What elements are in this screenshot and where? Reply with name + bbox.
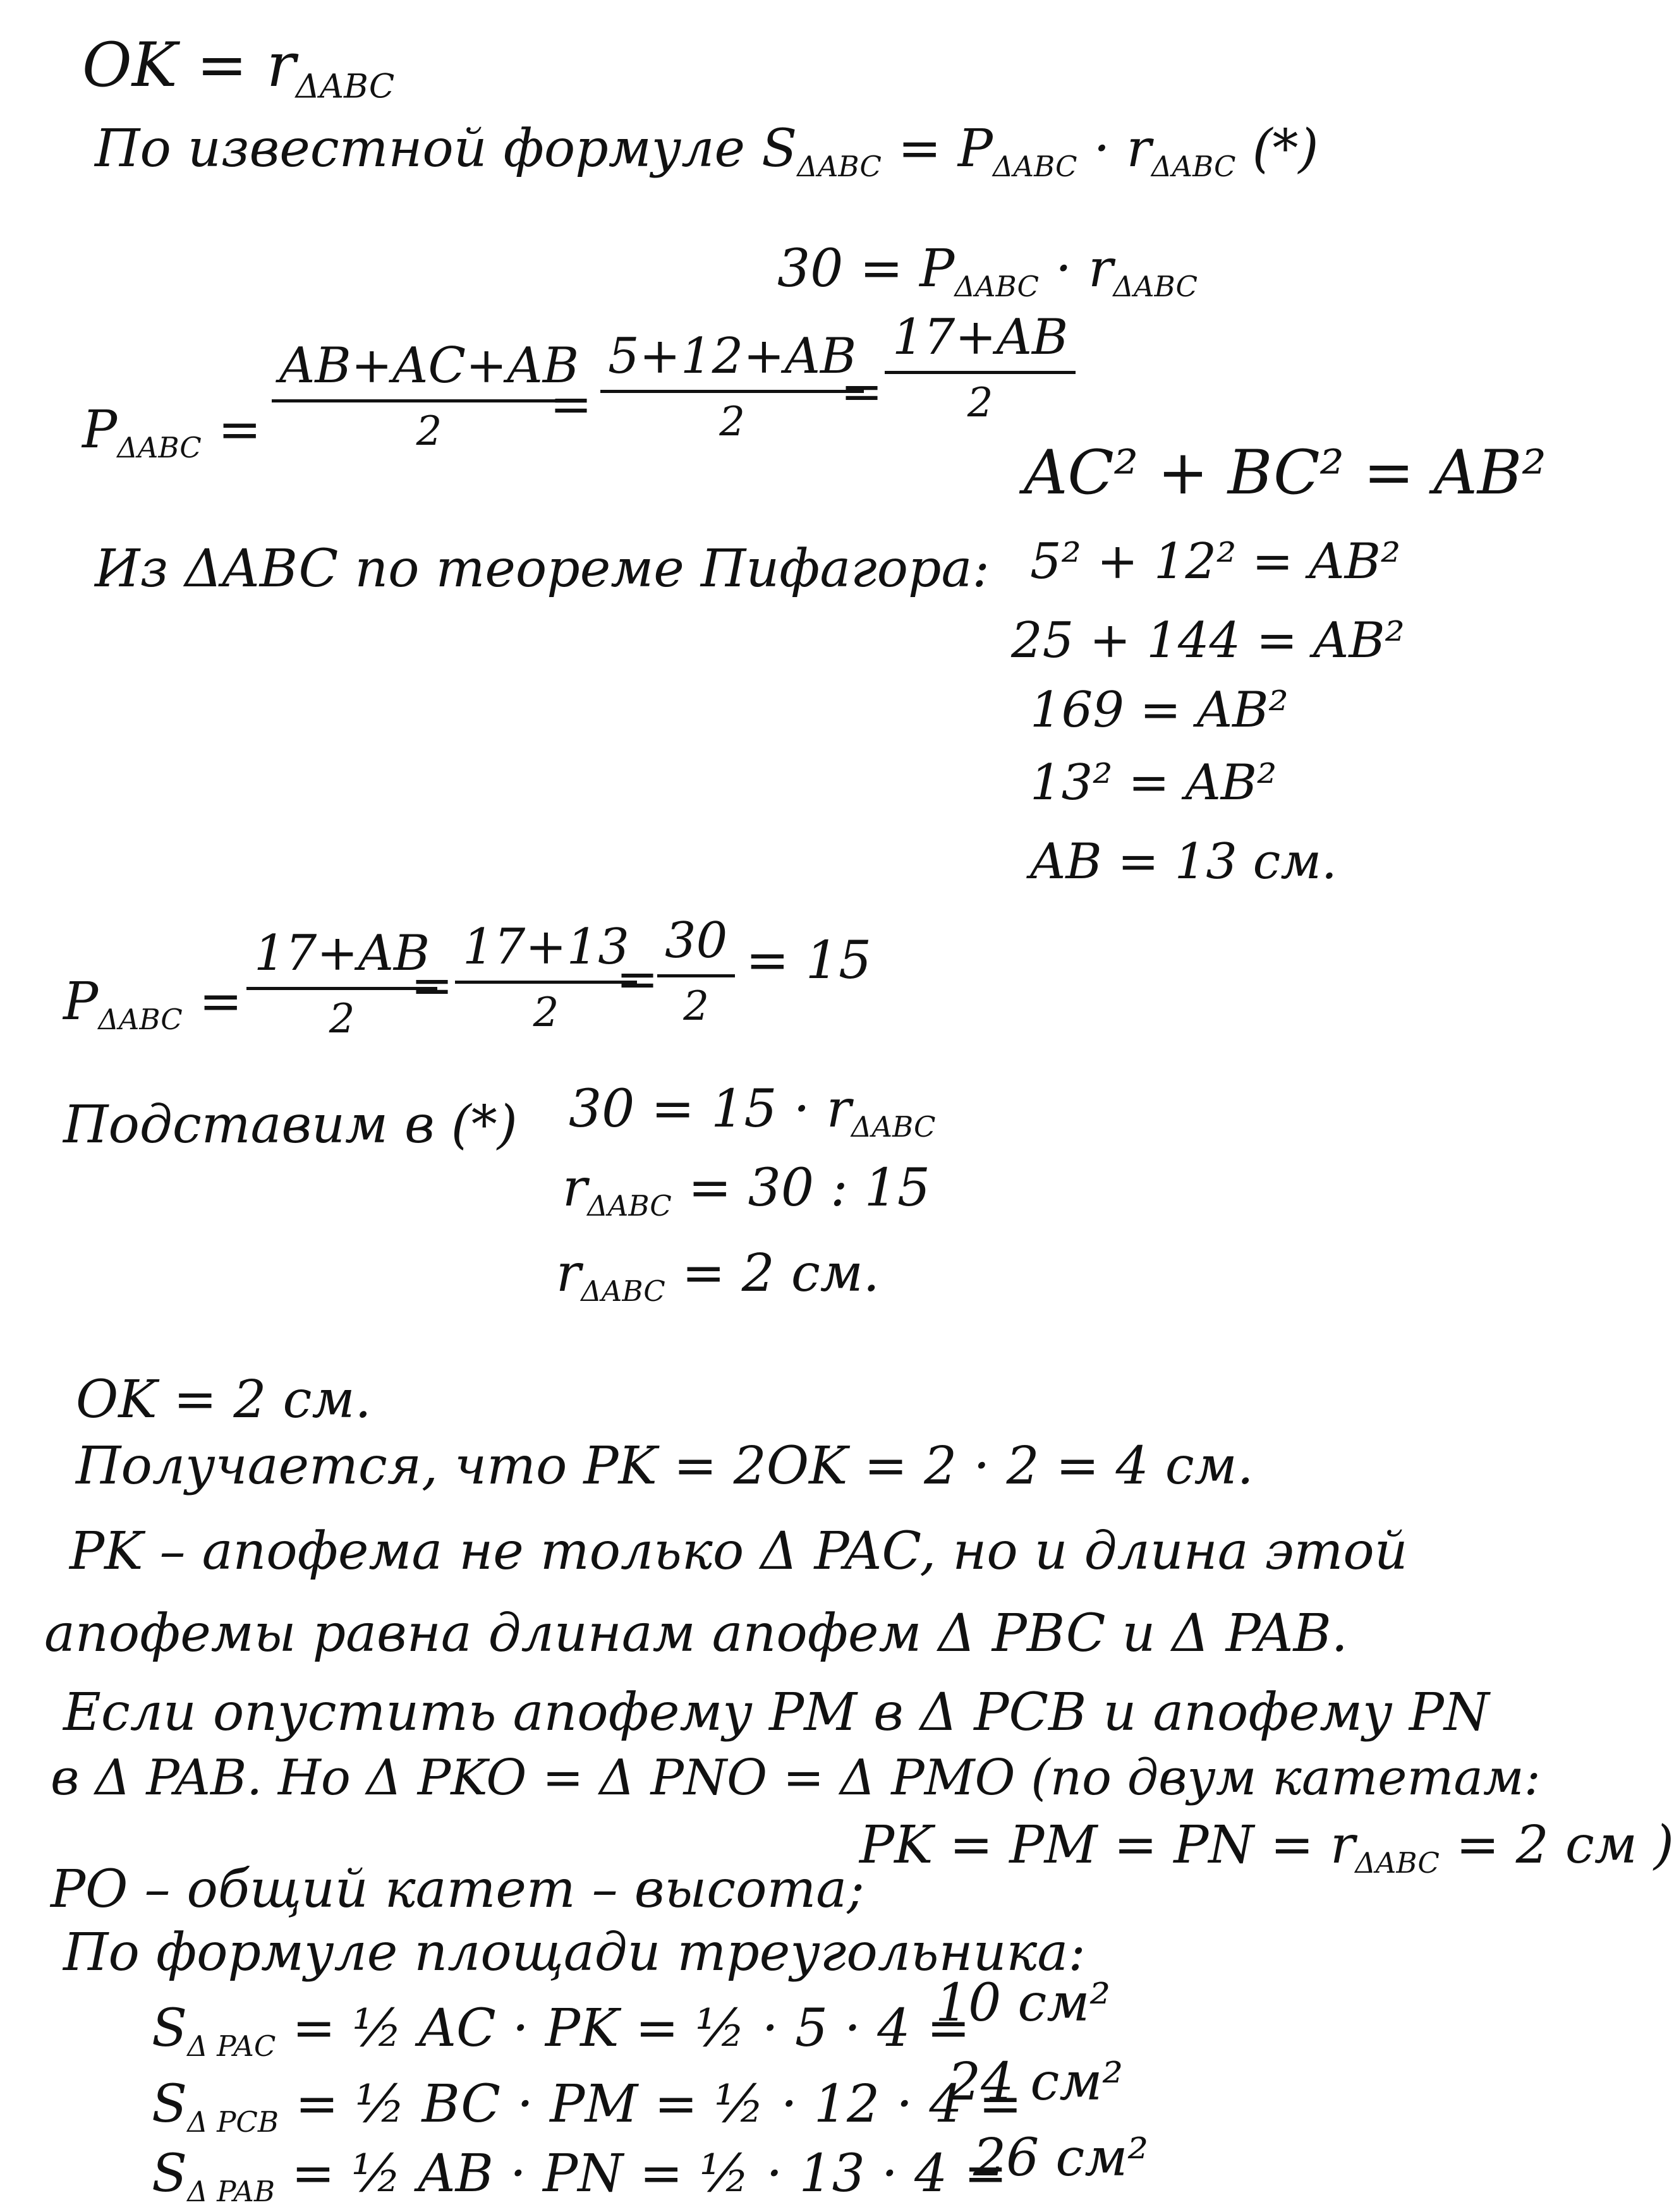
fraction-1	[272, 337, 586, 455]
subscript: Δ PCB	[187, 2105, 279, 2139]
text: P	[82, 400, 118, 460]
text: 169 = AB²	[1030, 682, 1289, 739]
text: (*)	[1235, 119, 1319, 179]
text: = ½ AB · PN = ½ · 13 · 4 =	[275, 2144, 1007, 2204]
subscript: Δ PAC	[187, 2029, 276, 2063]
equals-sign: =	[182, 972, 243, 1032]
fraction-6	[657, 912, 735, 1030]
semiperimeter-lhs	[82, 400, 262, 464]
line-pythagoras-text	[95, 539, 990, 599]
line-apothem-2	[44, 1604, 1348, 1664]
text: в Δ PAB. Но Δ PKO = Δ PNO = Δ PMO (по двум катетам:	[51, 1750, 1541, 1806]
subscript: ΔABC	[1151, 149, 1236, 183]
denominator: 2	[329, 996, 355, 1043]
line-triangles-equal	[51, 1750, 1541, 1806]
text: AC² + BC² = AB²	[1024, 437, 1546, 508]
equals-sign: =	[411, 956, 454, 1015]
line-po	[51, 1859, 864, 1919]
numerator: 30	[657, 916, 735, 977]
line-r-result	[556, 1243, 880, 1308]
numerator: AB+AC+AB	[272, 341, 586, 402]
text: · r	[1077, 119, 1151, 179]
text: 13² = AB²	[1030, 754, 1277, 811]
text: Из ΔABC по теореме Пифагора:	[95, 539, 990, 599]
text: = 30 : 15	[671, 1158, 931, 1218]
line-pythagoras-eq	[1024, 437, 1546, 508]
line-apothem-1	[70, 1521, 1408, 1581]
text: По формуле площади треугольника:	[63, 1923, 1086, 1983]
line-area-pac	[152, 1998, 971, 2063]
line-area-formula	[95, 119, 1319, 183]
step-3	[1030, 682, 1289, 739]
text: 25 + 144 = AB²	[1011, 612, 1405, 669]
text: = 15	[746, 931, 872, 991]
step-2	[1011, 612, 1405, 669]
subscript: ΔABC	[295, 67, 395, 106]
equals-sign: =	[201, 400, 262, 460]
equals-sign: =	[550, 375, 593, 433]
text: S	[152, 1998, 188, 2058]
text: PK – апофема не только Δ PAC, но и длина этой	[70, 1521, 1408, 1581]
text: 10 см²	[935, 1973, 1111, 2033]
area-pac-result	[935, 1973, 1111, 2033]
text: AB = 13 см.	[1030, 833, 1337, 890]
step-5	[1030, 833, 1337, 890]
area-pcb-result	[948, 2052, 1124, 2112]
subscript: ΔABC	[797, 149, 882, 183]
text: S	[152, 2144, 188, 2204]
text: Если опустить апофему PM в Δ PCB и апофему PN	[63, 1683, 1489, 1743]
text: 30 = P	[777, 239, 955, 299]
subscript: ΔABC	[851, 1109, 936, 1144]
fraction-4	[246, 925, 437, 1043]
text: Подставим в (*)	[63, 1095, 518, 1155]
text: = 2 см )	[1439, 1815, 1674, 1875]
text: 5² + 12² = AB²	[1030, 533, 1401, 590]
denominator: 2	[719, 399, 745, 445]
line-pk-pm-pn	[859, 1815, 1674, 1880]
line-r-division	[562, 1158, 931, 1223]
step-1	[1030, 533, 1401, 590]
fraction-5	[455, 919, 637, 1036]
step-4	[1030, 754, 1277, 811]
denominator: 2	[967, 380, 993, 426]
fraction-2	[600, 328, 864, 445]
text: = P	[881, 119, 993, 179]
subscript: ΔABC	[581, 1274, 665, 1308]
line-pk	[76, 1436, 1254, 1496]
semiperimeter-value-lhs	[63, 972, 243, 1036]
fraction-3	[885, 309, 1076, 426]
line-30-equals	[777, 239, 1198, 303]
text: 30 = 15 · r	[569, 1079, 851, 1139]
text: = 2 см.	[665, 1243, 880, 1303]
text: OK = 2 см.	[76, 1370, 372, 1430]
subscript: ΔABC	[1113, 269, 1198, 303]
text: PO – общий катет – высота;	[51, 1859, 864, 1919]
line-ok-r	[82, 30, 395, 106]
subscript: ΔABC	[1355, 1846, 1440, 1880]
subscript: ΔABC	[98, 1002, 183, 1036]
denominator: 2	[533, 989, 559, 1036]
numerator: 17+13	[455, 922, 637, 984]
denominator: 2	[683, 983, 709, 1030]
subscript: ΔABC	[992, 149, 1077, 183]
text: Получается, что PK = 2OK = 2 · 2 = 4 см.	[76, 1436, 1254, 1496]
numerator: 5+12+AB	[600, 332, 864, 393]
numerator: 17+AB	[885, 313, 1076, 374]
text: · r	[1038, 239, 1113, 299]
equals-sign: =	[840, 362, 883, 421]
text: апофемы равна длинам апофем Δ PBC и Δ PAB.	[44, 1604, 1348, 1664]
line-area-pcb	[152, 2074, 1022, 2139]
line-apothem-3	[63, 1683, 1489, 1743]
text: = ½ AC · PK = ½ · 5 · 4 =	[276, 1998, 971, 2058]
text: S	[152, 2074, 188, 2134]
line-substitute-eq	[569, 1079, 936, 1144]
subscript: ΔABC	[117, 430, 202, 464]
numerator: 17+AB	[246, 929, 437, 990]
text: = ½ BC · PM = ½ · 12 · 4 =	[279, 2074, 1022, 2134]
line-area-by-formula	[63, 1923, 1086, 1983]
text: P	[63, 972, 99, 1032]
area-pab-result	[973, 2128, 1149, 2188]
line-ok-result	[76, 1370, 372, 1430]
text: r	[562, 1158, 588, 1218]
subscript: Δ PAB	[187, 2174, 275, 2208]
denominator: 2	[416, 408, 442, 455]
text: По известной формуле S	[95, 119, 798, 179]
line-area-pab	[152, 2144, 1007, 2208]
text: OK = r	[82, 30, 296, 100]
text: r	[556, 1243, 581, 1303]
semiperimeter-result	[746, 931, 872, 991]
subscript: ΔABC	[954, 269, 1039, 303]
subscript: ΔABC	[587, 1188, 672, 1223]
equals-sign: =	[616, 950, 659, 1008]
line-substitute-text	[63, 1095, 518, 1155]
text: PK = PM = PN = r	[859, 1815, 1356, 1875]
text: 24 см²	[948, 2052, 1124, 2112]
text: 26 см²	[973, 2128, 1149, 2188]
